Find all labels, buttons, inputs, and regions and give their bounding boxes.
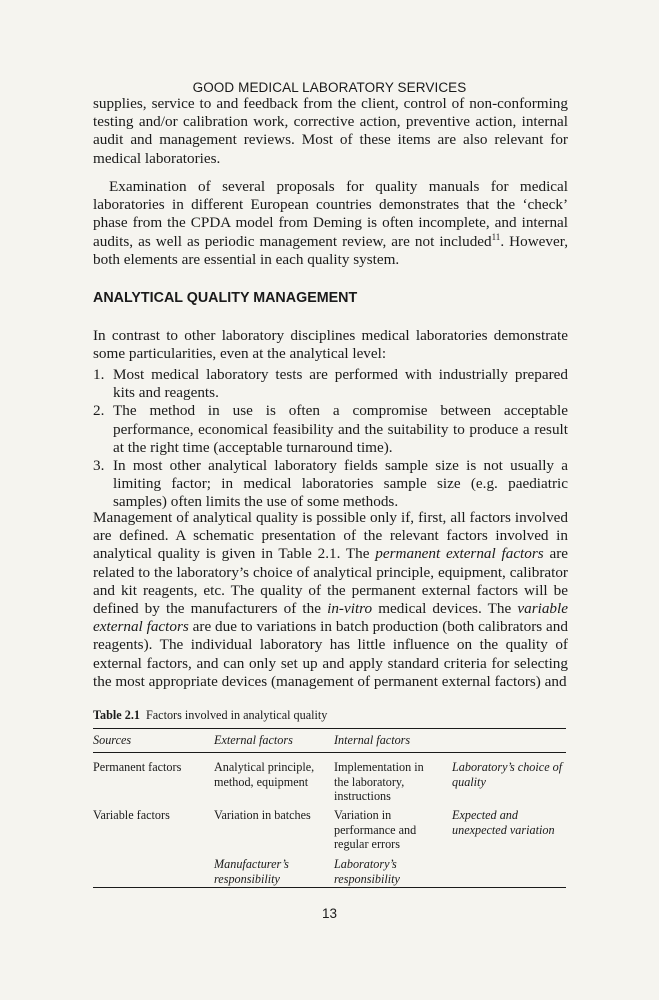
paragraph-4-text: are related to the laboratory’s choice of analytical principle, equipment, calibrator and kit reagents, etc. The quality of the permanent external factors will be defined by the manufacturers of the bbox=[93, 545, 568, 618]
table-caption bbox=[93, 708, 327, 723]
emphasis-permanent-external-factors: permanent external factors bbox=[375, 545, 544, 563]
list-item bbox=[93, 457, 568, 512]
page-number: 13 bbox=[321, 906, 338, 921]
table-footer-external: Manufacturer’s responsibility bbox=[214, 857, 289, 886]
table-cell-source: Variable factors bbox=[93, 808, 170, 822]
paragraph-4-text: medical devices. The bbox=[372, 600, 518, 618]
list-number: 2. bbox=[93, 402, 105, 420]
paragraph-4-text: are due to variations in batch production (both calibrators and reagents). The individual laboratory has little influence on the quality of external factors, and can only set up and apply standard criteria for selecting the most appropriate devices (management of permanent external factors) and bbox=[93, 618, 568, 690]
table-cell-source: Permanent factors bbox=[93, 760, 182, 774]
paragraph-3-text: In contrast to other laboratory disciplines medical laboratories demonstrate some particularities, even at the analytical level: bbox=[93, 327, 568, 363]
citation-superscript: 11 bbox=[491, 231, 501, 242]
paragraph-2-text: Examination of several proposals for quality manuals for medical laboratories in different European countries demonstrates that the ‘check’ phase from the CPDA model from Deming is often incomplete, and internal audits, as well as periodic management review, are not included bbox=[93, 178, 568, 250]
list-item bbox=[93, 402, 568, 457]
table-caption-text: Factors involved in analytical quality bbox=[145, 708, 328, 722]
paragraph-2-text-end: . However, both elements are essential in each quality system. bbox=[93, 232, 569, 268]
list-number: 3. bbox=[93, 457, 105, 475]
emphasis-in-vitro: in-vitro bbox=[327, 600, 373, 618]
table-label: Table 2.1 bbox=[93, 708, 140, 722]
numbered-list bbox=[93, 366, 568, 512]
paragraph-4 bbox=[93, 509, 568, 691]
table-footer-internal: Laboratory’s responsibility bbox=[334, 857, 400, 886]
table-bottom-rule bbox=[93, 887, 566, 888]
list-text: The method in use is often a compromise between acceptable performance, economical feasibility and the suitability to produce a result at the right time (acceptable turnaround time). bbox=[113, 402, 568, 456]
paragraph-4-text: Management of analytical quality is possible only if, first, all factors involved are defined. A schematic presentation of the relevant factors involved in analytical quality is given in Table 2.1. The bbox=[93, 509, 568, 563]
paragraph-2 bbox=[93, 178, 568, 269]
table-header-rule bbox=[93, 752, 566, 753]
table-cell-internal: Variation in performance and regular errors bbox=[334, 808, 417, 851]
paragraph-1-text: supplies, service to and feedback from the client, control of non-conforming testing and/or calibration work, corrective action, preventive action, internal audit and management reviews. Most of these items are also relevant for medical laboratories. bbox=[93, 95, 568, 167]
list-item bbox=[93, 366, 568, 402]
table-cell-note: Laboratory’s choice of quality bbox=[452, 760, 563, 789]
table-cell-note: Expected and unexpected variation bbox=[452, 808, 555, 837]
running-head: GOOD MEDICAL LABORATORY SERVICES bbox=[192, 80, 467, 95]
table-header-external: External factors bbox=[214, 733, 293, 747]
table-cell-external: Variation in batches bbox=[214, 808, 311, 822]
table-top-rule bbox=[93, 728, 566, 729]
emphasis-variable-external-factors: variable external factors bbox=[93, 600, 568, 636]
table-header-sources: Sources bbox=[93, 733, 132, 747]
table-header-internal: Internal factors bbox=[334, 733, 411, 747]
paragraph-3 bbox=[93, 327, 568, 363]
paragraph-1 bbox=[93, 95, 568, 168]
list-number: 1. bbox=[93, 366, 105, 383]
list-text: Most medical laboratory tests are performed with industrially prepared kits and reagents. bbox=[113, 366, 568, 402]
table-cell-external: Analytical principle, method, equipment bbox=[214, 760, 315, 789]
table-cell-internal: Implementation in the laboratory, instructions bbox=[334, 760, 424, 803]
list-text: In most other analytical laboratory fields sample size is not usually a limiting factor; in medical laboratories sample size (e.g. paediatric samples) often limits the use of some methods. bbox=[113, 457, 568, 511]
section-heading: ANALYTICAL QUALITY MANAGEMENT bbox=[93, 290, 358, 306]
